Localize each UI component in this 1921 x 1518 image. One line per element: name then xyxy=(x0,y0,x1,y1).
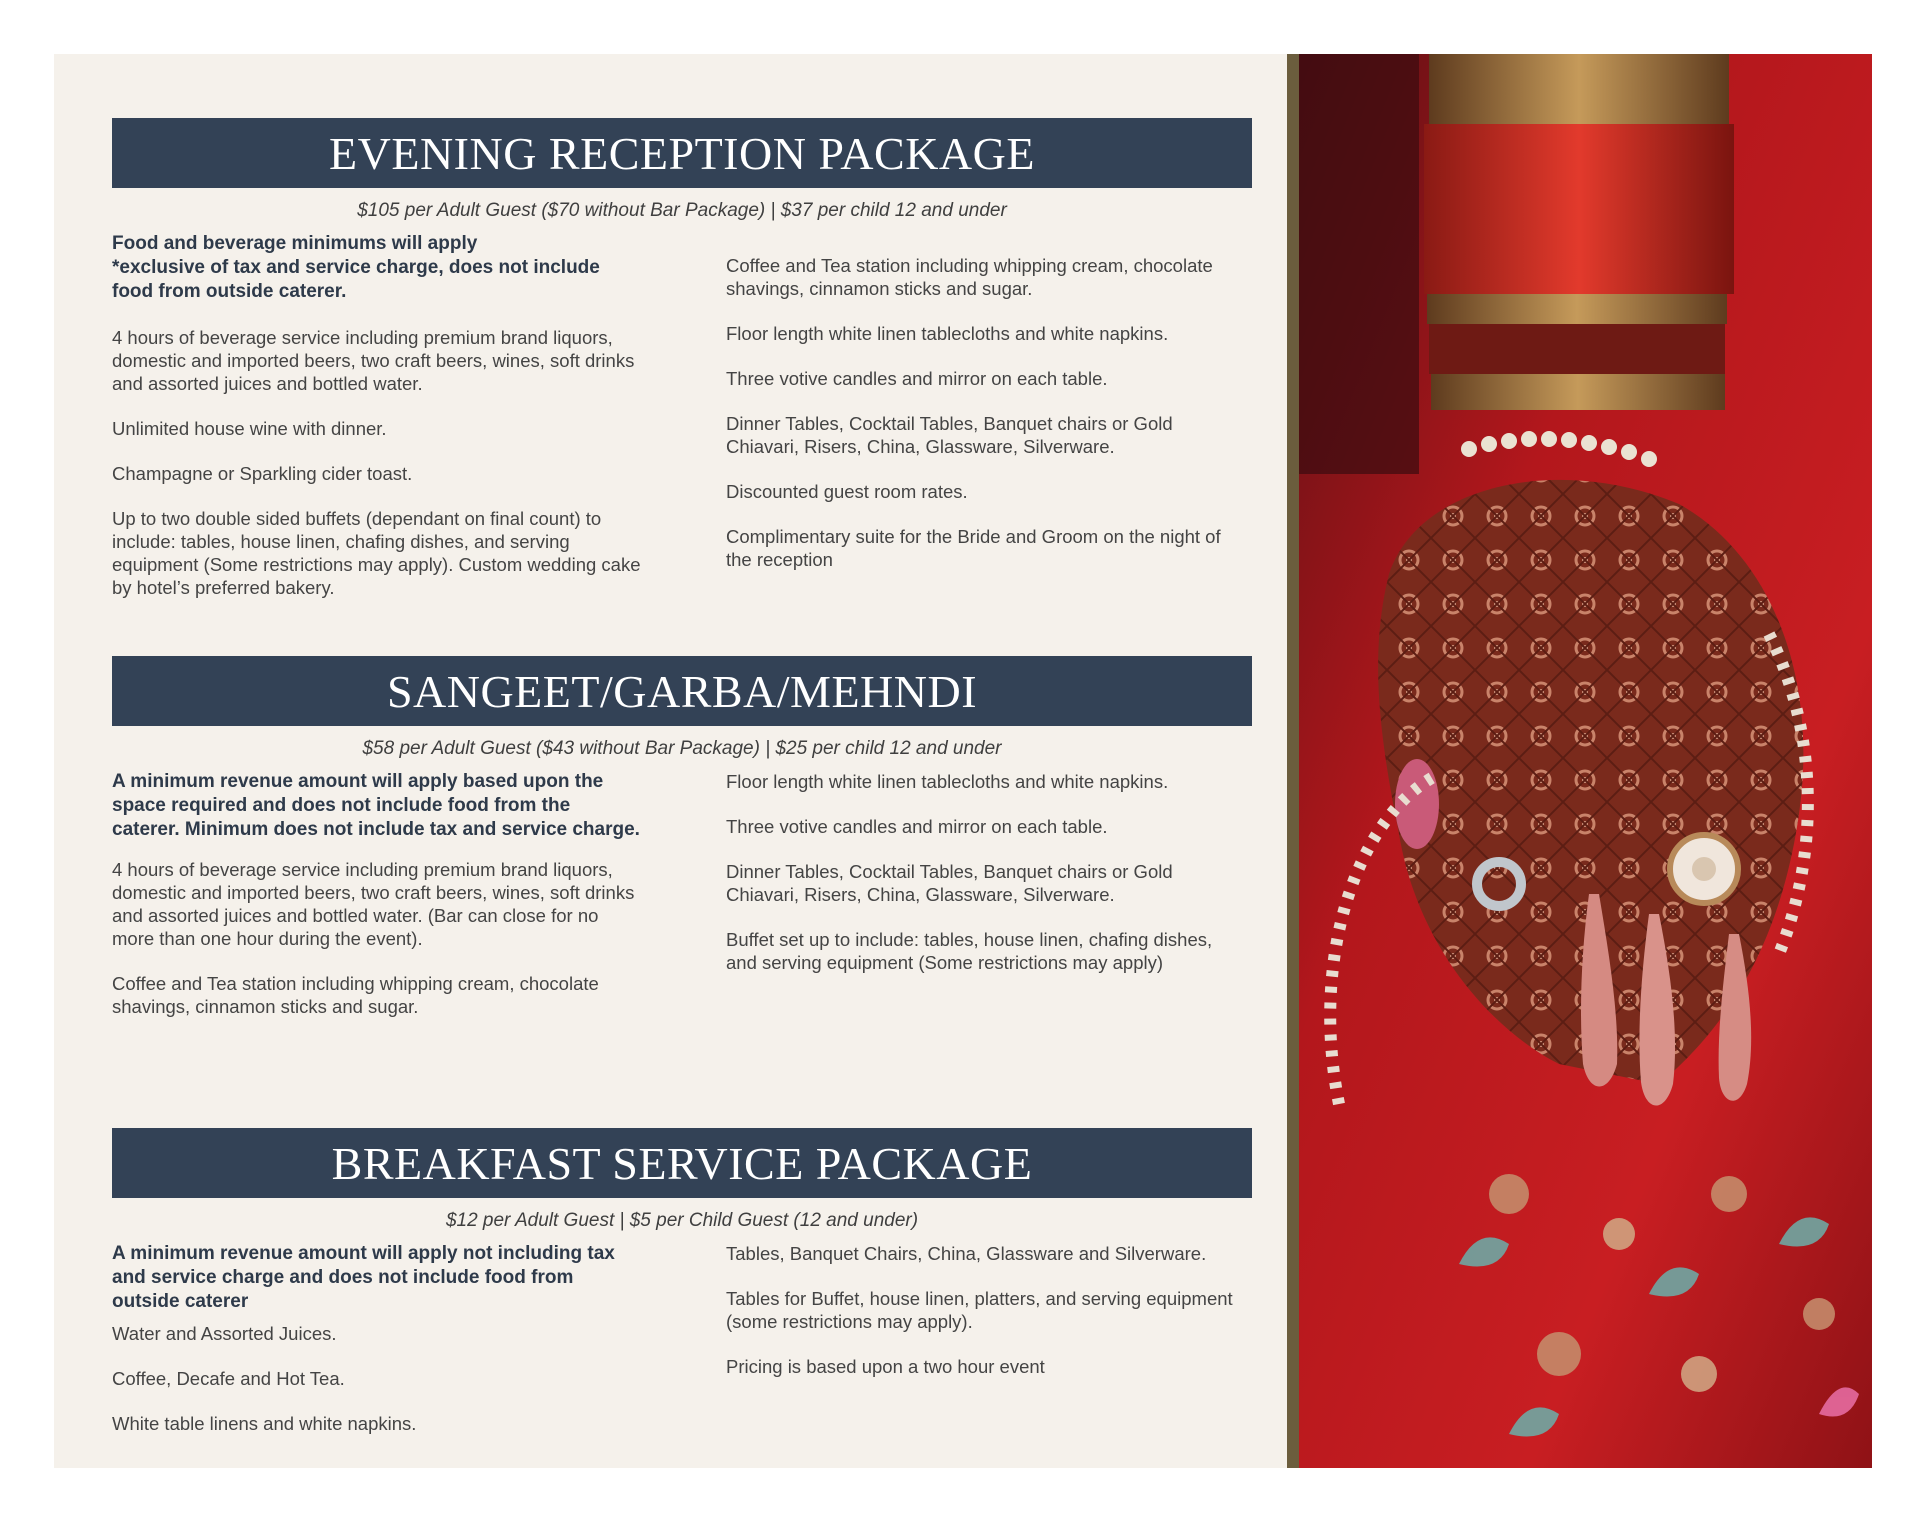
sangeet-item: Floor length white linen tablecloths and white napkins. xyxy=(726,771,1169,792)
evening-reception-section xyxy=(112,118,1252,599)
evening-reception-title: EVENING RECEPTION PACKAGE xyxy=(329,127,1035,179)
evening-minimum-note: Food and beverage minimums will apply xyxy=(112,233,478,254)
breakfast-item: Pricing is based upon a two hour event xyxy=(726,1356,1045,1377)
evening-item: Coffee and Tea station including whipping cream, chocolate shavings, cinnamon sticks and sugar. xyxy=(726,255,1213,299)
sangeet-item: Dinner Tables, Cocktail Tables, Banquet chairs or Gold Chiavari, Risers, China, Glassware, Silverware. xyxy=(726,861,1173,905)
bridal-henna-photo xyxy=(1299,54,1872,1468)
sangeet-item: Coffee and Tea station including whipping cream, chocolate shavings, cinnamon sticks and sugar. xyxy=(112,973,599,1017)
evening-reception-price: $105 per Adult Guest ($70 without Bar Package) | $37 per child 12 and under xyxy=(357,200,1007,221)
evening-item: 4 hours of beverage service including premium brand liquors, domestic and imported beers, two craft beers, wines, soft drinks and assorted juices and bottled water. xyxy=(112,327,635,394)
sangeet-right-column xyxy=(726,770,1246,1018)
evening-item: Complimentary suite for the Bride and Groom on the night of the reception xyxy=(726,526,1221,570)
sangeet-item: Three votive candles and mirror on each table. xyxy=(726,816,1108,837)
breakfast-item: Tables, Banquet Chairs, China, Glassware and Silverware. xyxy=(726,1243,1207,1264)
breakfast-minimum-note: A minimum revenue amount will apply not including tax and service charge and does not include food from outside caterer xyxy=(112,1243,615,1312)
breakfast-section xyxy=(112,1128,1252,1435)
packages-panel xyxy=(54,54,1287,1468)
evening-right-column xyxy=(726,232,1246,599)
sangeet-title: SANGEET/GARBA/MEHNDI xyxy=(386,665,978,717)
breakfast-banner xyxy=(112,1128,1252,1198)
evening-item: Up to two double sided buffets (dependant on final count) to include: tables, house linen, chafing dishes, and serving equipment (Some restrictions may apply). Custom wedding cake by hotel’s preferred bakery. xyxy=(112,508,641,598)
sangeet-left-column xyxy=(112,770,642,1018)
sangeet-banner xyxy=(112,656,1252,726)
evening-item: Discounted guest room rates. xyxy=(726,481,968,502)
gold-divider xyxy=(1287,54,1299,1468)
evening-item: Dinner Tables, Cocktail Tables, Banquet chairs or Gold Chiavari, Risers, China, Glassware, Silverware. xyxy=(726,413,1173,457)
sangeet-item: 4 hours of beverage service including premium brand liquors, domestic and imported beers, two craft beers, wines, soft drinks and assorted juices and bottled water. (Bar can close for no more than one hour during the event). xyxy=(112,859,635,949)
breakfast-item: White table linens and white napkins. xyxy=(112,1413,417,1434)
evening-item: Three votive candles and mirror on each table. xyxy=(726,368,1108,389)
sangeet-section xyxy=(112,656,1252,1018)
breakfast-item: Coffee, Decafe and Hot Tea. xyxy=(112,1368,345,1389)
breakfast-title: BREAKFAST SERVICE PACKAGE xyxy=(331,1137,1033,1189)
evening-item: Champagne or Sparkling cider toast. xyxy=(112,463,413,484)
evening-left-column xyxy=(112,232,642,599)
breakfast-left-column xyxy=(112,1242,642,1435)
sangeet-minimum-note: A minimum revenue amount will apply based upon the space required and does not include food from the caterer. Minimum does not include tax and service charge. xyxy=(112,771,640,840)
sangeet-price: $58 per Adult Guest ($43 without Bar Package) | $25 per child 12 and under xyxy=(362,738,1002,759)
breakfast-item: Tables for Buffet, house linen, platters, and serving equipment (some restrictions may apply). xyxy=(726,1288,1233,1332)
evening-item: Floor length white linen tablecloths and white napkins. xyxy=(726,323,1169,344)
breakfast-right-column xyxy=(726,1242,1246,1435)
breakfast-item: Water and Assorted Juices. xyxy=(112,1323,337,1344)
brochure-page xyxy=(54,54,1872,1468)
evening-exclusion-note: *exclusive of tax and service charge, does not include food from outside caterer. xyxy=(112,257,600,302)
evening-reception-banner xyxy=(112,118,1252,188)
evening-item: Unlimited house wine with dinner. xyxy=(112,418,387,439)
breakfast-price: $12 per Adult Guest | $5 per Child Guest (12 and under) xyxy=(445,1210,919,1231)
sangeet-item: Buffet set up to include: tables, house linen, chafing dishes, and serving equipment (Some restrictions may apply) xyxy=(726,929,1213,973)
